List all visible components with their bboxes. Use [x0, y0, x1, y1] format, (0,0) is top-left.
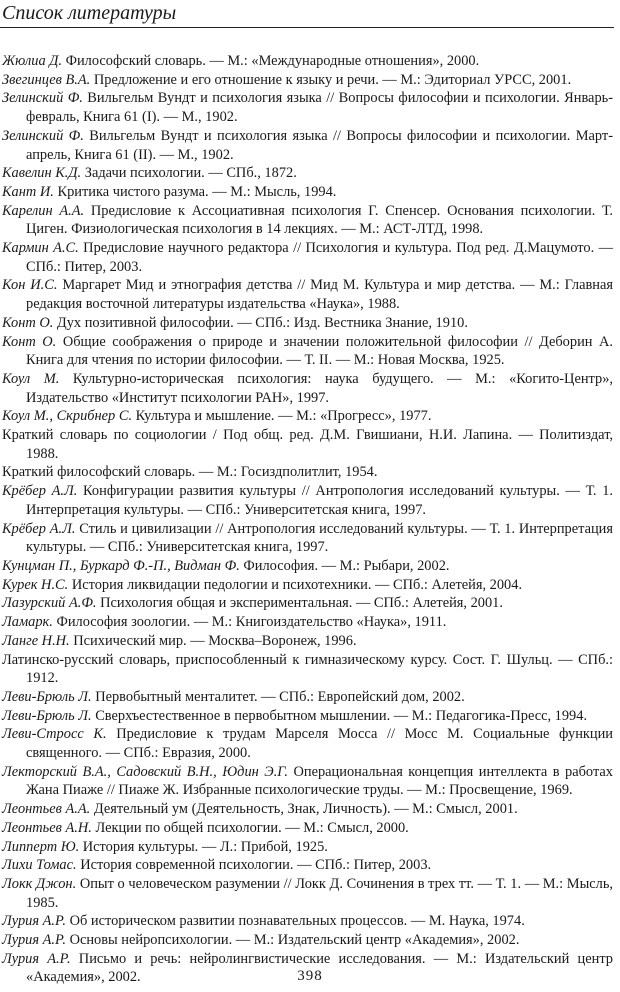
bibliography-entry: [2, 725, 613, 762]
entry-text: История культуры. — Л.: Прибой, 1925.: [79, 838, 328, 855]
entry-author: Курек Н.С.: [2, 576, 69, 593]
entry-text: Вильгельм Вундт и психология языка // Вопросы философии и психологии. Январь-февраль, Книга 61 (I). — М., 1902.: [26, 90, 613, 126]
entry-text: Операциональная концепция интеллекта в работах Жана Пиаже // Пиаже Ж. Избранные психологические труды. — М.: Просвещение, 1969.: [26, 763, 613, 799]
entry-author: Коул М., Скрибнер С.: [2, 408, 133, 425]
entry-author: Зелинский Ф.: [2, 127, 84, 144]
entry-text: Психический мир. — Москва–Воронеж, 1996.: [69, 632, 357, 649]
bibliography-entry: [2, 838, 613, 857]
bibliography-entry: [2, 127, 613, 164]
entry-author: Лурия А.Р.: [2, 913, 66, 930]
bibliography-entry: [2, 707, 613, 726]
entry-author: Ланге Н.Н.: [2, 632, 70, 649]
entry-author: Леви-Брюль Л.: [2, 707, 92, 724]
bibliography-entry: [2, 426, 613, 463]
entry-text: Об историческом развитии познавательных процессов. — М. Наука, 1974.: [65, 913, 525, 930]
entry-text: Конфигурации развития культуры // Антропология исследований культуры. — Т. 1. Интерпретация культуры. — СПб.: Университетская книга, 1997.: [26, 483, 613, 518]
entry-text: Дух позитивной философии. — СПб.: Изд. Вестника Знание, 1910.: [53, 314, 468, 331]
entry-text: Латинско-русский словарь, приспособленный к гимназическому курсу. Сост. Г. Шульц. — СПб.: 1912.: [2, 651, 613, 687]
entry-author: Кант И.: [2, 183, 54, 200]
bibliography-entry: [2, 370, 613, 407]
bibliography-entry: [2, 183, 613, 202]
bibliography-entry: [2, 594, 613, 613]
bibliography-entry: [2, 651, 613, 688]
entry-text: Культурно-историческая психология: наука будущего. — М.: «Когито-Центр», Издательство «Институт психологии РАН», 1997.: [26, 370, 613, 406]
entry-author: Кунцман П., Буркард Ф.-П., Видман Ф.: [2, 557, 240, 574]
running-head-title: Список литературы: [2, 2, 177, 24]
entry-text: Предисловие научного редактора // Психология и культура. Под ред. Д.Мацумото. — СПб.: Питер, 2003.: [26, 240, 613, 275]
bibliography-entry: [2, 71, 613, 90]
entry-text: Стиль и цивилизации // Антропология исследований культуры. — Т. 1. Интерпретация культуры. — СПб.: Университетская книга, 1997.: [26, 520, 613, 556]
bibliography-entry: [2, 856, 613, 875]
bibliography-entry: [2, 276, 613, 313]
entry-author: Конт О.: [2, 314, 54, 331]
entry-author: Звегинцев В.А.: [2, 71, 91, 88]
entry-author: Леви-Брюль Л.: [2, 688, 92, 705]
entry-text: Краткий словарь по социологии / Под общ. ред. Д.М. Гвишиани, Н.И. Лапина. — Политиздат, 1988.: [2, 427, 613, 462]
page-number: 398: [297, 968, 323, 984]
entry-text: Вильгельм Вундт и психология языка // Вопросы философии и психологии. Март-апрель, Книга 61 (II). — М., 1902.: [26, 127, 613, 163]
entry-author: Коул М.: [2, 370, 60, 387]
entry-author: Кон И.С.: [2, 277, 58, 294]
entry-author: Лурия А.Р.: [2, 950, 71, 967]
bibliography-entry: [2, 819, 613, 838]
entry-text: История ликвидации педологии и психотехники. — СПб.: Алетейя, 2004.: [68, 576, 523, 593]
bibliography-entry: [2, 576, 613, 595]
entry-author: Зелинский Ф.: [2, 90, 83, 107]
entry-author: Кармин А.С.: [2, 240, 79, 257]
entry-text: Задачи психологии. — СПб., 1872.: [81, 165, 297, 182]
entry-author: Крёбер А.Л.: [2, 483, 78, 500]
entry-author: Локк Джон.: [2, 875, 77, 892]
entry-text: Предисловие к Ассоциативная психология Г. Спенсер. Основания психологии. Т. Циген. Физиологическая психология в 14 лекциях. — М.: АСТ-ЛТД, 1998.: [26, 202, 613, 238]
entry-author: Лекторский В.А., Садовский В.Н., Юдин Э.Г.: [2, 763, 288, 780]
entry-text: Маргарет Мид и этнография детства // Мид М. Культура и мир детства. — М.: Главная редакция восточной литературы издательства «Наука», 1988.: [26, 277, 613, 313]
entry-author: Конт О.: [2, 333, 57, 350]
entry-text: Критика чистого разума. — М.: Мысль, 1994.: [53, 183, 337, 200]
bibliography-entry: [2, 875, 613, 912]
bibliography-entry: [2, 763, 613, 800]
bibliography-entry: [2, 333, 613, 370]
entry-text: Философский словарь. — М.: «Международные отношения», 2000.: [62, 53, 480, 69]
entry-author: Кавелин К.Д.: [2, 165, 82, 182]
bibliography-entry: [2, 164, 613, 183]
bibliography-entry: [2, 463, 613, 482]
entry-text: Предложение и его отношение к языку и речи. — М.: Эдиториал УРСС, 2001.: [90, 71, 572, 88]
entry-author: Лурия А.Р.: [2, 932, 66, 949]
entry-text: Философия зоологии. — М.: Книгоиздательство «Наука», 1911.: [52, 614, 447, 631]
entry-author: Карелин А.А.: [2, 202, 85, 219]
bibliography-entry: [2, 52, 613, 71]
entry-text: Лекции по общей психологии. — М.: Смысл, 2000.: [91, 819, 409, 836]
entry-author: Ламарк.: [2, 614, 53, 631]
bibliography-entry: [2, 239, 613, 276]
bibliography-entry: [2, 931, 613, 950]
entry-text: Культура и мышление. — М.: «Прогресс», 1977.: [132, 408, 432, 425]
entry-text: Первобытный менталитет. — СПб.: Европейский дом, 2002.: [91, 688, 465, 705]
entry-text: Опыт о человеческом разумении // Локк Д. Сочинения в трех тт. — Т. 1. — М.: Мысль, 1985.: [26, 875, 613, 911]
entry-text: Письмо и речь: нейролингвистические исследования. — М.: Издательский центр «Академия», 2002.: [26, 950, 613, 986]
bibliography-entry: [2, 632, 613, 651]
entry-author: Леви-Стросс К.: [2, 726, 107, 743]
bibliography-entry: [2, 688, 613, 707]
entry-author: Леонтьев А.А.: [2, 801, 91, 818]
entry-author: Леонтьев А.Н.: [2, 819, 92, 836]
bibliography-entry: [2, 557, 613, 576]
entry-text: Философия. — М.: Рыбари, 2002.: [239, 557, 450, 574]
bibliography-entry: [2, 407, 613, 426]
bibliography-entry: [2, 520, 613, 557]
entry-text: История современной психологии. — СПб.: Питер, 2003.: [76, 857, 432, 874]
entry-text: Деятельный ум (Деятельность, Знак, Личность). — М.: Смысл, 2001.: [90, 801, 518, 818]
entry-author: Лазурский А.Ф.: [2, 595, 97, 612]
header-divider: [0, 27, 614, 28]
bibliography-entry: [2, 314, 613, 333]
entry-author: Жюлиа Д.: [2, 53, 62, 69]
entry-text: Краткий философский словарь. — М.: Госиздполитлит, 1954.: [2, 464, 378, 481]
entry-author: Липперт Ю.: [2, 838, 80, 855]
entry-text: Общие соображения о природе и значении положительной философии // Деборин А. Книга для чтения по истории философии. — Т. II. — М.: Новая Москва, 1925.: [26, 333, 614, 369]
bibliography-entry: [2, 482, 613, 519]
bibliography-entry: [2, 912, 613, 931]
bibliography-entry: [2, 202, 613, 239]
entry-text: Сверхъестественное в первобытном мышлении. — М.: Педагогика-Пресс, 1994.: [91, 707, 588, 724]
entry-author: Лихи Томас.: [2, 857, 77, 874]
bibliography-list: [2, 52, 613, 987]
bibliography-entry: [2, 613, 613, 632]
entry-text: Предисловие к трудам Марселя Мосса // Мосс М. Социальные функции священного. — СПб.: Евразия, 2000.: [26, 726, 613, 762]
entry-text: Психология общая и экспериментальная. — СПб.: Алетейя, 2001.: [96, 595, 503, 612]
bibliography-entry: [2, 89, 613, 126]
entry-text: Основы нейропсихологии. — М.: Издательский центр «Академия», 2002.: [65, 932, 520, 949]
entry-author: Крёбер А.Л.: [2, 520, 76, 537]
bibliography-entry: [2, 800, 613, 819]
